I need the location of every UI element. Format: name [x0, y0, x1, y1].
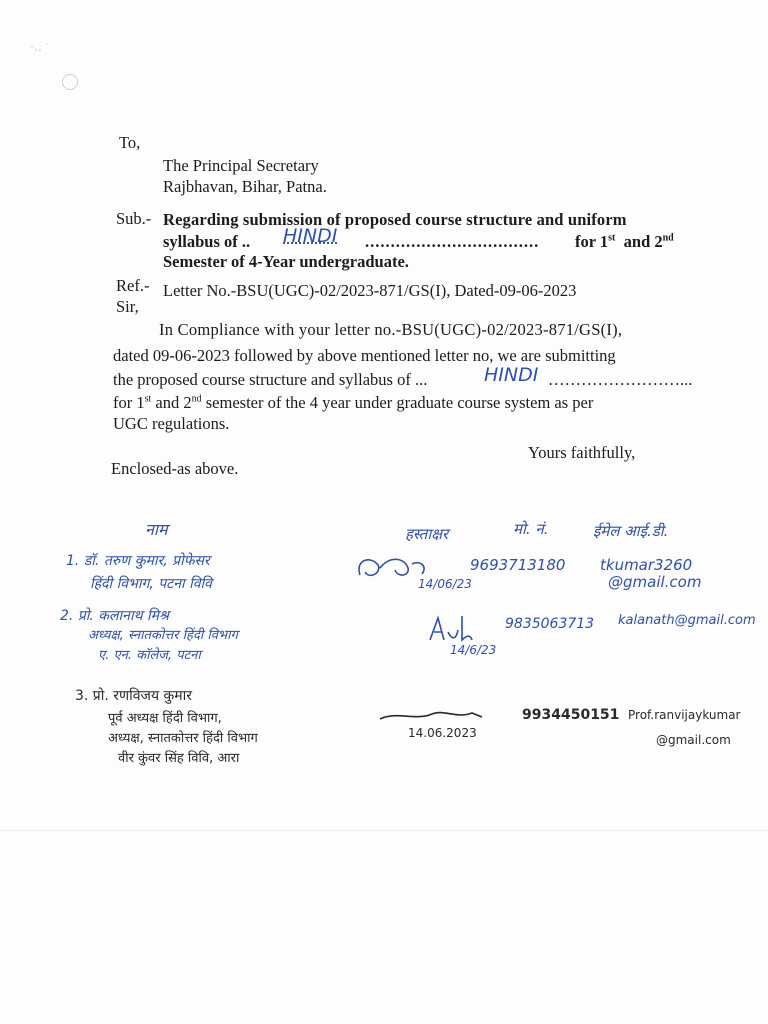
member3-name-line4: वीर कुंवर सिंह विवि, आरा	[118, 751, 240, 766]
member2-name-line3: ए. एन. कॉलेज, पटना	[98, 648, 201, 663]
scan-fold-line	[0, 830, 768, 831]
member1-name-line1: 1. डॉ. तरुण कुमार, प्रोफेसर	[66, 553, 210, 569]
addressee-line1: The Principal Secretary	[163, 156, 319, 175]
addressee-line2: Rajbhavan, Bihar, Patna.	[163, 177, 327, 196]
member3-signature	[376, 705, 488, 727]
sub-label: Sub.-	[116, 209, 152, 228]
to-line: To,	[119, 133, 141, 152]
member1-email-line1: tkumar3260	[600, 556, 693, 574]
body-line4: for 1st and 2nd semester of the 4 year under graduate course system as per	[113, 393, 594, 412]
enclosed-note: Enclosed-as above.	[111, 459, 239, 478]
header-signature: हस्ताक्षर	[405, 525, 449, 543]
header-mobile: मो. नं.	[513, 520, 549, 538]
handwritten-subject: HINDI	[283, 225, 338, 247]
handwritten-subject-body: HINDI	[484, 364, 539, 386]
subject-line2-prefix: syllabus of ..	[163, 232, 251, 251]
body-line3-prefix: the proposed course structure and syllabus of ...	[113, 370, 428, 389]
scan-speck: ·‥ ˙	[30, 40, 49, 54]
body-line2: dated 09-06-2023 followed by above mentioned letter no, we are submitting	[113, 346, 616, 365]
member3-email-line2: @gmail.com	[656, 733, 731, 747]
subject-line3: Semester of 4-Year undergraduate.	[163, 252, 409, 271]
member3-mobile: 9934450151	[522, 707, 620, 723]
member2-name-line1: 2. प्रो. कलानाथ मिश्र	[60, 608, 169, 624]
body-line1: In Compliance with your letter no.-BSU(UGC)-02/2023-871/GS(I),	[159, 320, 623, 339]
member1-sign-date: 14/06/23	[418, 577, 472, 591]
member2-sign-date: 14/6/23	[450, 643, 497, 657]
body-line3-dots: ……………………...	[548, 370, 693, 389]
member3-name-line2: पूर्व अध्यक्ष हिंदी विभाग,	[108, 711, 222, 726]
member1-name-line2: हिंदी विभाग, पटना विवि	[90, 576, 212, 592]
member3-name-line3: अध्यक्ष, स्नातकोत्तर हिंदी विभाग	[108, 731, 258, 746]
scan-circle-mark	[62, 74, 78, 90]
member2-mobile: 9835063713	[505, 616, 595, 632]
header-email: ईमेल आई.डी.	[593, 522, 669, 540]
salutation: Sir,	[116, 297, 139, 316]
header-name: नाम	[145, 520, 168, 539]
member1-mobile: 9693713180	[470, 556, 566, 574]
ref-label: Ref.-	[116, 276, 150, 295]
member2-name-line2: अध्यक्ष, स्नातकोत्तर हिंदी विभाग	[88, 628, 238, 643]
member3-sign-date: 14.06.2023	[408, 726, 477, 740]
member1-email-line2: @gmail.com	[608, 573, 702, 591]
ref-text: Letter No.-BSU(UGC)-02/2023-871/GS(I), Dated-09-06-2023	[163, 281, 577, 300]
subject-line2-ordinals: for 1st and 2nd	[575, 232, 674, 251]
member3-name-line1: 3. प्रो. रणविजय कुमार	[75, 688, 192, 704]
closing: Yours faithfully,	[528, 443, 636, 462]
subject-line1: Regarding submission of proposed course structure and uniform	[163, 210, 627, 229]
subject-line2-dots: ..................................	[365, 232, 540, 251]
body-line5: UGC regulations.	[113, 414, 230, 433]
member3-email-line1: Prof.ranvijaykumar	[628, 708, 741, 722]
member2-email: kalanath@gmail.com	[618, 613, 756, 628]
